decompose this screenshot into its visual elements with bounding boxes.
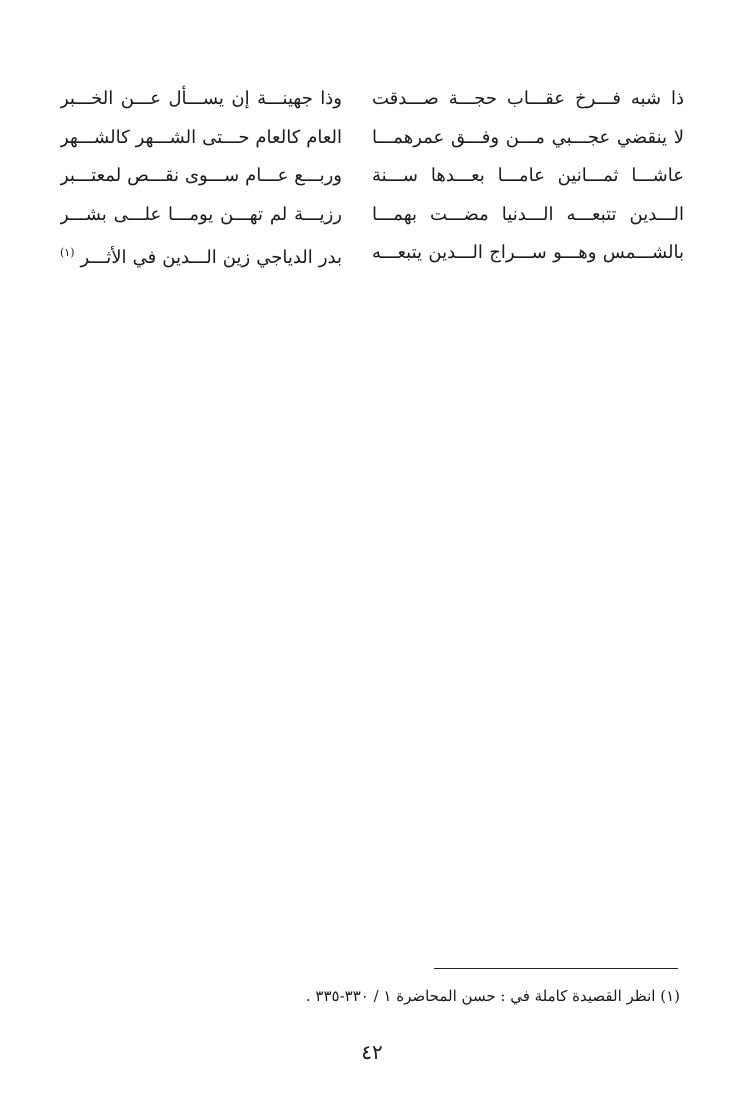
page-number: ٤٢ <box>361 1040 383 1064</box>
poem-hemistich-text: بدر الدياجي زين الـــدين في الأثـــر <box>80 247 342 268</box>
poem-hemistich: بالشـــمس وهـــو ســـراج الـــدين يتبعـــه <box>372 242 684 263</box>
footnote-separator <box>434 968 678 969</box>
footnote-marker: (١) <box>60 246 75 259</box>
footnote: (١) انظر القصيدة كاملة في : حسن المحاضرة ١ / ٣٣٠-٣٣٥ . <box>305 987 680 1005</box>
poem-hemistich: وذا جهينـــة إن يســـأل عـــن الخـــبر <box>60 88 342 109</box>
poem-hemistich: لا ينقضي عجـــبي مـــن وفـــق عمرهمـــا <box>372 126 684 148</box>
poem-left-column <box>60 80 342 273</box>
poem-hemistich-with-footnote <box>60 234 342 273</box>
poem-hemistich: العام كالعام حـــتى الشـــهر كالشـــهر <box>60 126 342 148</box>
poem-hemistich: وربـــع عـــام ســـوى نقـــص لمعتـــبر <box>60 165 342 186</box>
poem-hemistich: عاشـــا ثمـــانين عامـــا بعـــدها ســـنة <box>372 165 684 186</box>
poem-hemistich: الـــدين تتبعـــه الـــدنيا مضـــت بهمـــا <box>372 203 684 225</box>
poem-hemistich: ذا شبه فـــرخ عقـــاب حجـــة صـــدقت <box>372 88 684 109</box>
poem-right-column <box>372 80 684 273</box>
poem-hemistich: رزيـــة لم تهـــن يومـــا علـــى بشـــر <box>60 203 342 225</box>
